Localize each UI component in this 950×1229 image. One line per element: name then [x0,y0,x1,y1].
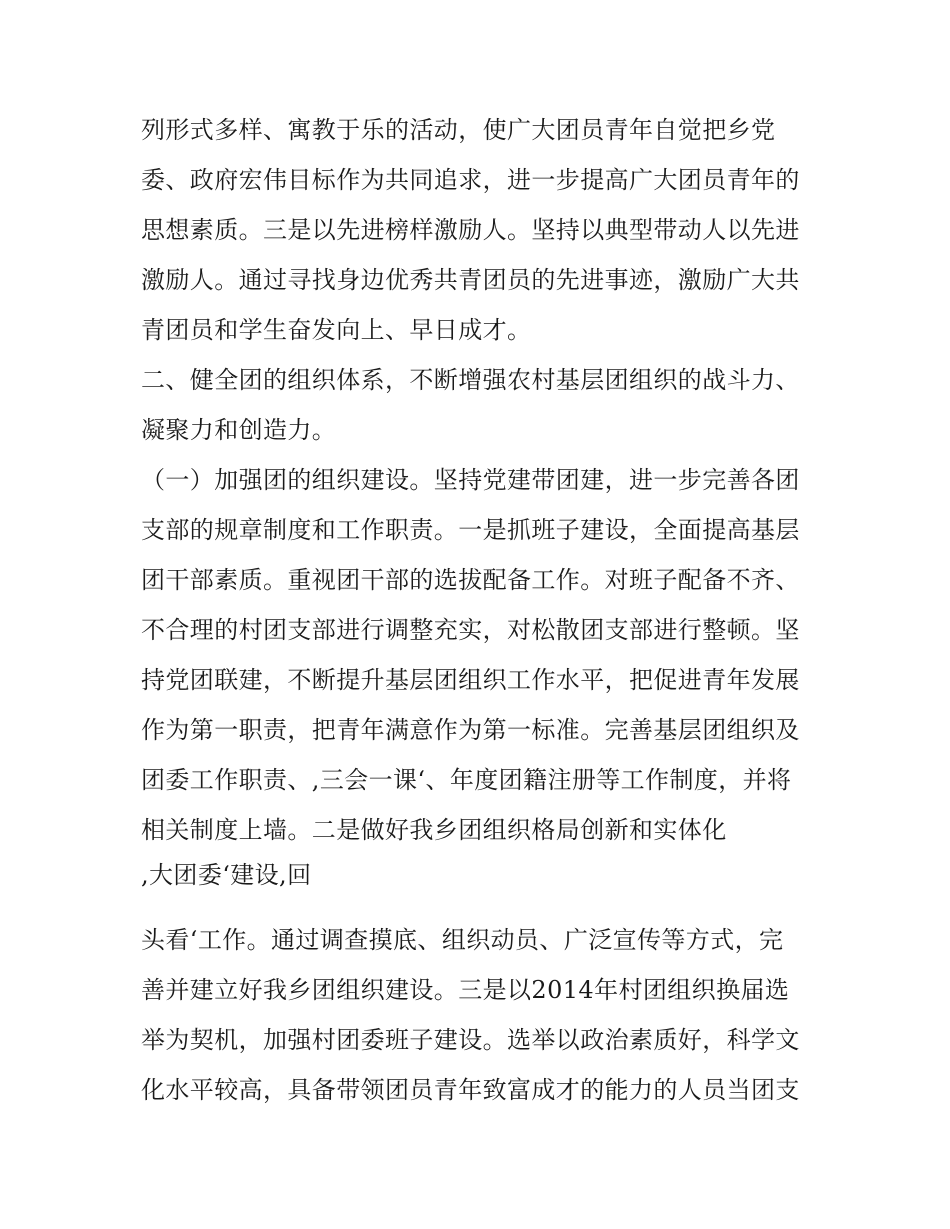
text-line-12: 持党团联建，不断提升基层团组织工作水平，把促进青年发展 [141,666,800,694]
text-line-19: 举为契机，加强村团委班子建设。选举以政治素质好，科学文 [141,1026,800,1054]
subsection-heading-1: （一）加强团的组织建设。坚持党建带团建，进一步完善各团 [141,466,800,494]
text-line-13: 作为第一职责，把青年满意作为第一标准。完善基层团组织及 [141,716,800,744]
text-line-4: 激励人。通过寻找身边优秀共青团员的先进事迹，激励广大共 [141,266,800,294]
text-line-9: 支部的规章制度和工作职责。一是抓班子建设，全面提高基层 [141,516,800,544]
text-line-3: 思想素质。三是以先进榜样激励人。坚持以典型带动人以先进 [141,216,800,244]
text-line-16: ,大团委‘建设,回 [141,861,312,889]
text-line-2: 委、政府宏伟目标作为共同追求，进一步提高广大团员青年的 [141,166,800,194]
section-heading-2: 二、健全团的组织体系，不断增强农村基层团组织的战斗力、 [141,366,800,394]
text-line-14: 团委工作职责、,三会一课‘、年度团籍注册等工作制度，并将 [141,766,792,794]
text-line-18: 善并建立好我乡团组织建设。三是以2014年村团组织换届选 [141,976,790,1004]
text-line-7: 凝聚力和创造力。 [141,416,337,444]
text-line-15: 相关制度上墙。二是做好我乡团组织格局创新和实体化 [141,816,727,844]
text-line-11: 不合理的村团支部进行调整充实，对松散团支部进行整顿。坚 [141,616,800,644]
text-line-5: 青团员和学生奋发向上、早日成才。 [141,316,532,344]
text-line-10: 团干部素质。重视团干部的选拔配备工作。对班子配备不齐、 [141,566,800,594]
text-line-17: 头看‘工作。通过调查摸底、组织动员、广泛宣传等方式，完 [141,926,784,954]
text-line-1: 列形式多样、寓教于乐的活动，使广大团员青年自觉把乡党 [141,116,776,144]
text-line-20: 化水平较高，具备带领团员青年致富成才的能力的人员当团支 [141,1076,800,1104]
